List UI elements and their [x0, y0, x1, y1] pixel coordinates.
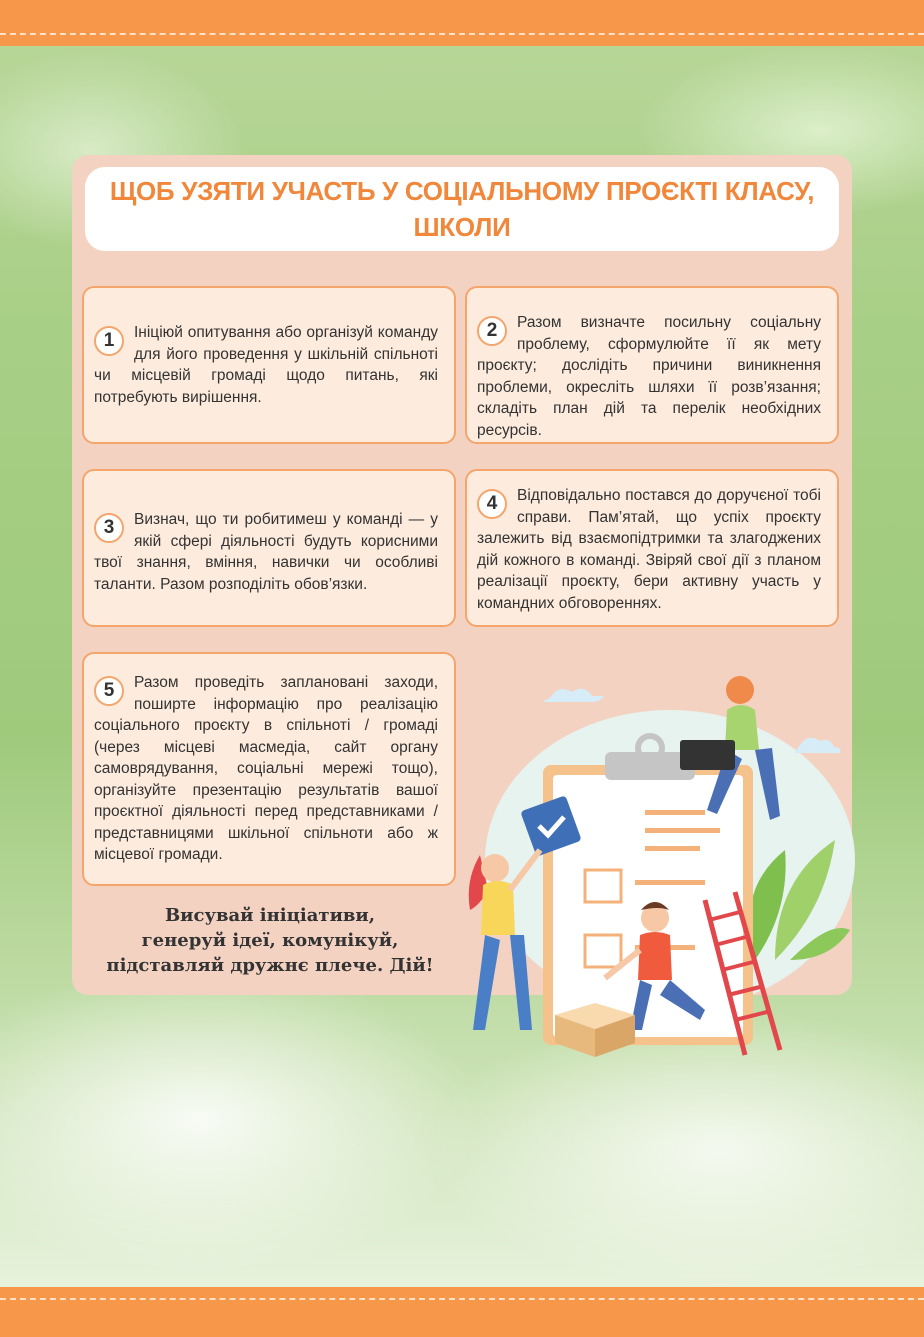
step-card-1: [82, 286, 456, 444]
step-number-badge: 1: [94, 326, 124, 356]
step-text: Ініціюй опитування або організуй команду для його проведення у шкільній спільноті чи місцевій громаді щодо питань, які потребують вирішення.: [94, 324, 438, 406]
step-text: Визнач, що ти робитимеш у команді — у якій сфері діяльності будуть корисними твої знання, вміння, навички чи особливі таланти. Разом розподіліть обов’язки.: [94, 511, 438, 593]
slogan-line: генеруй ідеї, комунікуй,: [141, 930, 399, 951]
bottom-border-band: [0, 1287, 924, 1337]
teamwork-checklist-illustration: [455, 660, 855, 1060]
step-card-3: [82, 469, 456, 627]
cloud-icon: [543, 689, 604, 702]
top-dashed-line: [0, 33, 924, 35]
step-number-badge: 4: [477, 489, 507, 519]
page-title: ЩОБ УЗЯТИ УЧАСТЬ У СОЦІАЛЬНОМУ ПРОЄКТІ КЛАСУ, ШКОЛИ: [85, 167, 839, 251]
slogan-line: підставляй дружнє плече. Дій!: [106, 955, 434, 976]
step-number-badge: 5: [94, 676, 124, 706]
step-card-2: [465, 286, 839, 444]
step-card-5: [82, 652, 456, 886]
bottom-dashed-line: [0, 1298, 924, 1300]
slogan-line: Висувай ініціативи,: [164, 905, 376, 926]
cloud-icon: [794, 738, 840, 753]
step-text: Відповідально постався до доручєної тобі справи. Пам’ятай, що успіх проєкту залежить від взаємопідтримки та злагоджених дій кожного в команді. Звіряй свої дії з планом реалізації проєкту, бери активну участь у командних обговореннях.: [477, 487, 821, 612]
step-text: Разом проведіть заплановані заходи, поширте інформацію про реалізацію соціального проєкту в спільноті / громаді (через місцеві масмедіа, сайт органу самоврядування, соціальні мережі тощо), організуйте презентацію результатів вашої проєктної діяльності перед представниками / представницями шкільної спільноти або ж місцевої громади.: [94, 674, 438, 863]
step-card-4: [465, 469, 839, 627]
top-border-band: [0, 0, 924, 46]
step-number-badge: 3: [94, 513, 124, 543]
step-text: Разом визначте посильну соціальну проблему, сформулюйте її як мету проєкту; дослідіть причини виникнення проблеми, окресліть шляхи її розв’язання; складіть план дій та перелік необхідних ресурсів.: [477, 314, 821, 439]
step-number-badge: 2: [477, 316, 507, 346]
slogan: [90, 903, 450, 978]
